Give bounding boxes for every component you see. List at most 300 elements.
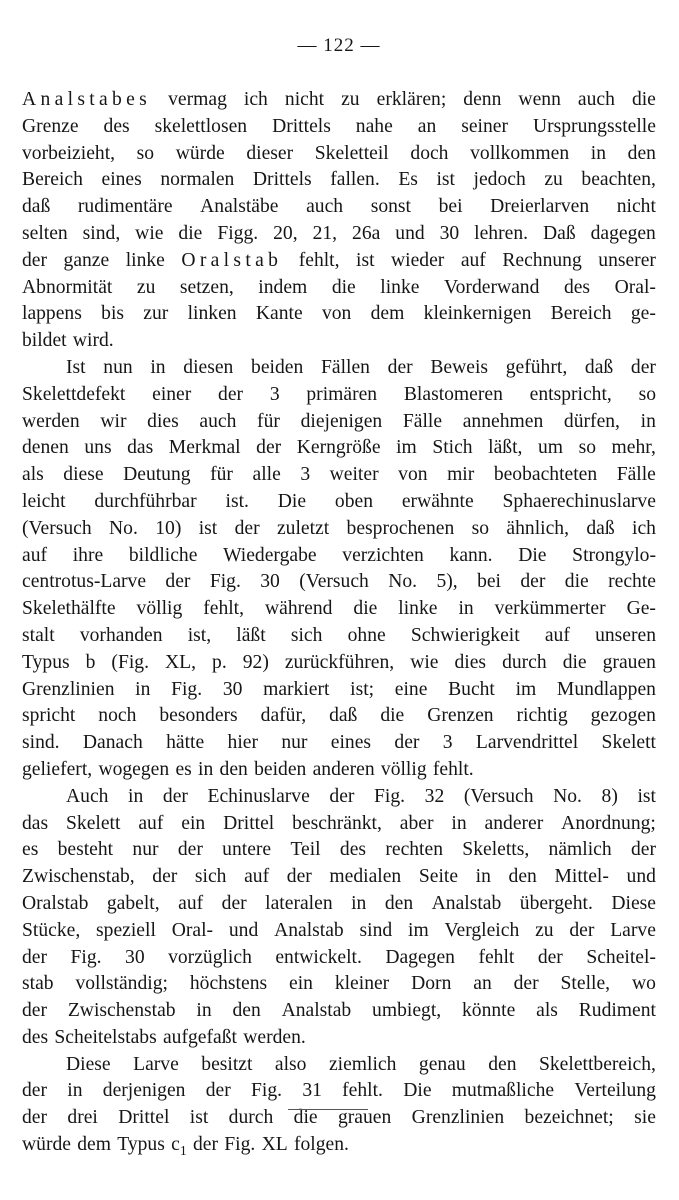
word: XL, <box>164 651 197 673</box>
word: Diese <box>66 1053 111 1075</box>
word: Deutung <box>123 464 191 486</box>
word: Drittel <box>118 1107 170 1129</box>
word: so <box>578 437 596 459</box>
word: 30 <box>125 946 145 968</box>
word: Ist <box>66 356 86 378</box>
text-line <box>22 543 656 570</box>
word: Analstab <box>281 1000 352 1022</box>
word: jedoch <box>473 169 526 191</box>
text-line <box>22 275 656 302</box>
word: Vergleich <box>444 919 520 941</box>
word: rechte <box>608 571 656 593</box>
word: die <box>353 598 378 620</box>
word: b <box>85 651 96 673</box>
word: linke <box>125 249 165 271</box>
word: bezeichnet; <box>524 1107 614 1129</box>
word: Larve <box>133 1053 179 1075</box>
word: Larvendrittel <box>475 732 579 754</box>
word: daß <box>22 196 51 218</box>
word: Figg. <box>217 222 259 244</box>
word: bildliche <box>128 544 198 566</box>
word: durchführbar <box>94 490 197 512</box>
word: dem <box>370 303 405 325</box>
word: Oral- <box>171 919 214 941</box>
word: centrotus-Larve <box>22 571 147 593</box>
word: ist. <box>225 490 249 512</box>
word: Bereich <box>550 303 612 325</box>
text-line <box>22 1025 656 1052</box>
word: Daß <box>542 222 576 244</box>
word: eines <box>330 732 372 754</box>
text-line <box>22 328 656 355</box>
word: dies <box>454 651 487 673</box>
word: wird. <box>72 330 114 352</box>
word: 8) <box>601 785 618 807</box>
word: zurückführen, <box>284 651 395 673</box>
word: Anordnung; <box>561 812 656 834</box>
text-line <box>22 891 656 918</box>
word: an <box>417 115 437 137</box>
word: der <box>218 383 244 405</box>
word: vorhanden <box>79 624 163 646</box>
word: der <box>537 946 563 968</box>
word: Scheitelstabs <box>54 1026 157 1048</box>
word: Drittel <box>223 812 275 834</box>
text-line <box>22 167 656 194</box>
text-line <box>22 757 656 784</box>
word: die <box>293 1107 318 1129</box>
word: bildet <box>22 330 67 352</box>
word: der <box>22 249 48 271</box>
word: wogegen <box>98 758 170 780</box>
word: dürfen, <box>563 410 620 432</box>
text-line <box>22 596 656 623</box>
word: der <box>22 1080 48 1102</box>
word: Skelett <box>601 732 656 754</box>
word: mir <box>447 464 475 486</box>
word: so <box>136 142 155 164</box>
word: gabelt, <box>106 892 160 914</box>
word: Bucht <box>448 678 495 700</box>
word: eines <box>101 169 142 191</box>
word: dagegen <box>590 222 656 244</box>
word: Teil <box>290 839 321 861</box>
word: erwähnte <box>401 490 474 512</box>
word: geführt, <box>505 356 568 378</box>
word: Fig. <box>70 946 102 968</box>
word: Dreierlarven <box>490 196 590 218</box>
word: verzichten <box>342 544 424 566</box>
word: sonst <box>370 196 411 218</box>
word: 5), <box>436 571 458 593</box>
text-line <box>22 569 656 596</box>
word: anderen <box>312 758 375 780</box>
word: verkümmerter <box>494 598 606 620</box>
word: 10) <box>155 517 182 539</box>
word: Kerngröße <box>296 437 381 459</box>
word: ist <box>356 249 375 271</box>
word: sich <box>290 624 323 646</box>
word: der <box>387 356 413 378</box>
word: Typus <box>117 1134 165 1156</box>
word: (Versuch <box>22 517 92 539</box>
word: auf <box>460 249 486 271</box>
word: wo <box>631 973 656 995</box>
word: in <box>198 758 214 780</box>
word: als <box>536 1000 558 1022</box>
word: kann. <box>449 544 493 566</box>
word: beschränkt, <box>292 812 382 834</box>
word: den <box>232 1000 261 1022</box>
word: sind. <box>22 732 60 754</box>
word: Fig. <box>374 785 406 807</box>
word: genau <box>418 1053 466 1075</box>
word: ge- <box>630 303 656 325</box>
word: No. <box>388 571 418 593</box>
word: nun <box>103 356 133 378</box>
word: p. <box>212 651 227 673</box>
word: der <box>165 571 191 593</box>
word: Rudiment <box>578 1000 656 1022</box>
word: Danach <box>82 732 143 754</box>
word: nur <box>281 732 308 754</box>
word: Blastomeren <box>403 383 503 405</box>
word: dieser <box>246 142 294 164</box>
page-number: — 122 — <box>297 35 381 56</box>
word: alle <box>252 464 281 486</box>
word: wieder <box>391 249 445 271</box>
word: wir <box>100 410 127 432</box>
word: indem <box>258 276 308 298</box>
text-line <box>22 650 656 677</box>
word: oben <box>334 490 373 512</box>
book-page <box>22 34 656 1174</box>
word: (Versuch <box>463 785 534 807</box>
text-line <box>22 971 656 998</box>
word: Analstäbe <box>200 196 279 218</box>
word: Oral- <box>614 276 656 298</box>
word: Wiedergabe <box>223 544 317 566</box>
word: so <box>638 383 656 405</box>
word: fehlt, <box>203 598 245 620</box>
word: medialen <box>329 866 402 888</box>
word: den <box>508 866 537 888</box>
word: ist <box>198 517 218 539</box>
word: auf <box>138 812 164 834</box>
word: in <box>67 1080 83 1102</box>
end-rule <box>288 1109 368 1110</box>
word: durch <box>228 1107 274 1129</box>
word: Skelettbereich, <box>538 1053 656 1075</box>
text-line <box>22 918 656 945</box>
word: nur <box>132 839 159 861</box>
word: Typus <box>22 651 70 673</box>
word: würde <box>22 1134 71 1156</box>
word: dies <box>147 410 179 432</box>
word: eine <box>394 678 428 700</box>
word: Fig. <box>171 678 203 700</box>
text-line <box>22 87 656 114</box>
word: primären <box>306 383 378 405</box>
word: 30 <box>439 222 460 244</box>
word: besonders <box>159 705 238 727</box>
word: die <box>631 89 656 110</box>
word: ich <box>632 517 656 539</box>
word: der <box>192 1134 218 1156</box>
word: 3 <box>442 732 453 754</box>
word: das <box>22 812 49 834</box>
word: der <box>569 919 595 941</box>
word: ohne <box>347 624 386 646</box>
word: wie <box>410 651 439 673</box>
word: dem <box>77 1134 111 1156</box>
word: Die <box>518 544 547 566</box>
word: würde <box>175 142 225 164</box>
text-line <box>22 945 656 972</box>
word: den <box>627 142 656 164</box>
word: Fälle <box>616 464 656 486</box>
word: Skelett <box>66 812 121 834</box>
word: für <box>257 410 280 432</box>
word: fallen. <box>330 169 380 191</box>
text-line <box>22 462 656 489</box>
word: nahe <box>355 115 393 137</box>
text-line <box>22 248 656 275</box>
word: 3 <box>269 383 280 405</box>
word: $c_1$ <box>171 1134 187 1158</box>
word: die <box>564 571 589 593</box>
text-line <box>22 141 656 168</box>
word: fehlt. <box>342 1080 383 1102</box>
word: ist <box>436 169 455 191</box>
word: Abnormität <box>22 276 113 298</box>
word: linken <box>187 303 237 325</box>
word: richtig <box>516 705 568 727</box>
word: ein <box>289 973 313 995</box>
word: Oralstab <box>22 892 89 914</box>
text-line <box>22 301 656 328</box>
word: 92) <box>242 651 269 673</box>
word: Dagegen <box>385 946 455 968</box>
word: läßt, <box>488 437 523 459</box>
word: Kante <box>255 303 303 325</box>
word: das <box>127 437 154 459</box>
word: erklären; <box>376 89 447 110</box>
word: Vorderwand <box>444 276 540 298</box>
word: Mundlappen <box>556 678 656 700</box>
word: Seite <box>418 866 459 888</box>
word: den <box>384 892 414 914</box>
word: der <box>22 1107 48 1129</box>
word: im <box>408 919 429 941</box>
word: vorbeizieht, <box>22 142 116 164</box>
word: uns <box>84 437 112 459</box>
word: ähnlich, <box>506 517 569 539</box>
text-line <box>22 1078 656 1105</box>
word: umbiegt, <box>372 1000 442 1022</box>
word: ein <box>181 812 206 834</box>
word: denn <box>463 89 502 110</box>
word: 26a <box>352 222 381 244</box>
word: von <box>321 303 352 325</box>
word: Ge- <box>626 598 656 620</box>
word: Es <box>398 169 418 191</box>
word: Skeletts, <box>462 839 530 861</box>
word: No. <box>109 517 138 539</box>
word: grauen <box>337 1107 392 1129</box>
word: 21, <box>312 222 338 244</box>
word: doch <box>410 142 449 164</box>
word: ziemlich <box>328 1053 397 1075</box>
word: der <box>394 732 420 754</box>
word: von <box>398 464 428 486</box>
word: nämlich <box>548 839 612 861</box>
word: aufgefaßt <box>162 1026 237 1048</box>
word: bei <box>477 571 501 593</box>
word: anderer <box>484 812 544 834</box>
word: Skeletteil <box>314 142 389 164</box>
word: läßt <box>236 624 266 646</box>
word: auch <box>306 196 344 218</box>
text-line <box>22 114 656 141</box>
word: Drittels <box>252 169 312 191</box>
word: Oralstab <box>181 249 283 271</box>
text-line <box>22 811 656 838</box>
word: in <box>351 892 367 914</box>
word: der <box>162 785 188 807</box>
word: diesen <box>183 356 234 378</box>
word: völlig <box>380 758 427 780</box>
word: untere <box>222 839 272 861</box>
word: Zwischenstab, <box>22 866 135 888</box>
text-line <box>22 516 656 543</box>
word: während <box>264 598 333 620</box>
word: Stücke, <box>22 919 81 941</box>
subscript: 1 <box>179 1142 187 1158</box>
word: der <box>152 866 178 888</box>
word: sich <box>194 866 227 888</box>
text-line <box>22 489 656 516</box>
word: Skelethälfte <box>22 598 116 620</box>
word: normalen <box>160 169 235 191</box>
word: völlig <box>136 598 183 620</box>
word: um <box>537 437 564 459</box>
word: in <box>196 1000 212 1022</box>
word: des <box>22 1026 49 1048</box>
word: zu <box>544 169 563 191</box>
word: Auch <box>66 785 109 807</box>
word: besprochenen <box>346 517 455 539</box>
text-line <box>22 998 656 1025</box>
word: Diese <box>611 892 656 914</box>
word: wie <box>135 222 164 244</box>
word: einer <box>152 383 192 405</box>
word: zur <box>143 303 169 325</box>
word: No. <box>553 785 582 807</box>
word: Fälle <box>402 410 443 432</box>
word: bis <box>101 303 125 325</box>
word: ich <box>243 89 268 110</box>
text-line <box>22 194 656 221</box>
word: Die <box>277 490 307 512</box>
word: besteht <box>57 839 114 861</box>
word: Analstab <box>274 919 344 941</box>
text-line <box>22 355 656 382</box>
word: 3 <box>300 464 311 486</box>
text-line <box>22 703 656 730</box>
word: markiert <box>263 678 330 700</box>
word: und <box>395 222 425 244</box>
word: auf <box>178 892 204 914</box>
word: den <box>219 758 248 780</box>
word: unseren <box>595 624 656 646</box>
word: grauen <box>602 651 656 673</box>
word: die <box>562 651 587 673</box>
word: stalt <box>22 624 55 646</box>
word: werden. <box>243 1026 306 1048</box>
word: annehmen <box>462 410 544 432</box>
word: Zwischenstab <box>67 1000 176 1022</box>
word: sind, <box>82 222 121 244</box>
word: bei <box>438 196 463 218</box>
text-line <box>22 1052 656 1079</box>
word: derjenigen <box>102 1080 186 1102</box>
text-line <box>22 837 656 864</box>
word: 20, <box>273 222 298 244</box>
text-line <box>22 784 656 811</box>
word: als <box>22 464 44 486</box>
word: beiden <box>254 758 307 780</box>
word: Stich <box>432 437 473 459</box>
word: wenn <box>518 89 561 110</box>
word: noch <box>98 705 137 727</box>
word: unserer <box>598 249 656 271</box>
word: Scheitel- <box>586 946 656 968</box>
word: Schwierigkeit <box>410 624 520 646</box>
word: Grenzlinien <box>411 1107 505 1129</box>
word: der <box>234 517 260 539</box>
word: daß <box>586 517 615 539</box>
word: ist, <box>187 624 212 646</box>
word: ihre <box>72 544 104 566</box>
word: mutmaßliche <box>451 1080 555 1102</box>
word: (Fig. <box>111 651 149 673</box>
word: der <box>286 866 312 888</box>
word: setzen, <box>179 276 234 298</box>
word: nicht <box>284 89 325 110</box>
word: auf <box>244 866 270 888</box>
word: skelettlosen <box>154 115 248 137</box>
word: der <box>205 1080 231 1102</box>
word: die <box>178 222 203 244</box>
word: in <box>640 410 656 432</box>
word: nicht <box>616 196 656 218</box>
word: auch <box>199 410 237 432</box>
word: beiden <box>251 356 304 378</box>
word: speziell <box>96 919 156 941</box>
word: Skelettdefekt <box>22 383 126 405</box>
word: ist <box>189 1107 209 1129</box>
word: besitzt <box>201 1053 253 1075</box>
word: vollkommen <box>470 142 570 164</box>
word: mehr, <box>611 437 656 459</box>
word: ist <box>637 785 656 807</box>
word: der <box>329 785 355 807</box>
text-line <box>22 1132 656 1159</box>
body-text <box>22 87 656 1159</box>
word: für <box>210 464 233 486</box>
word: werden <box>22 410 80 432</box>
